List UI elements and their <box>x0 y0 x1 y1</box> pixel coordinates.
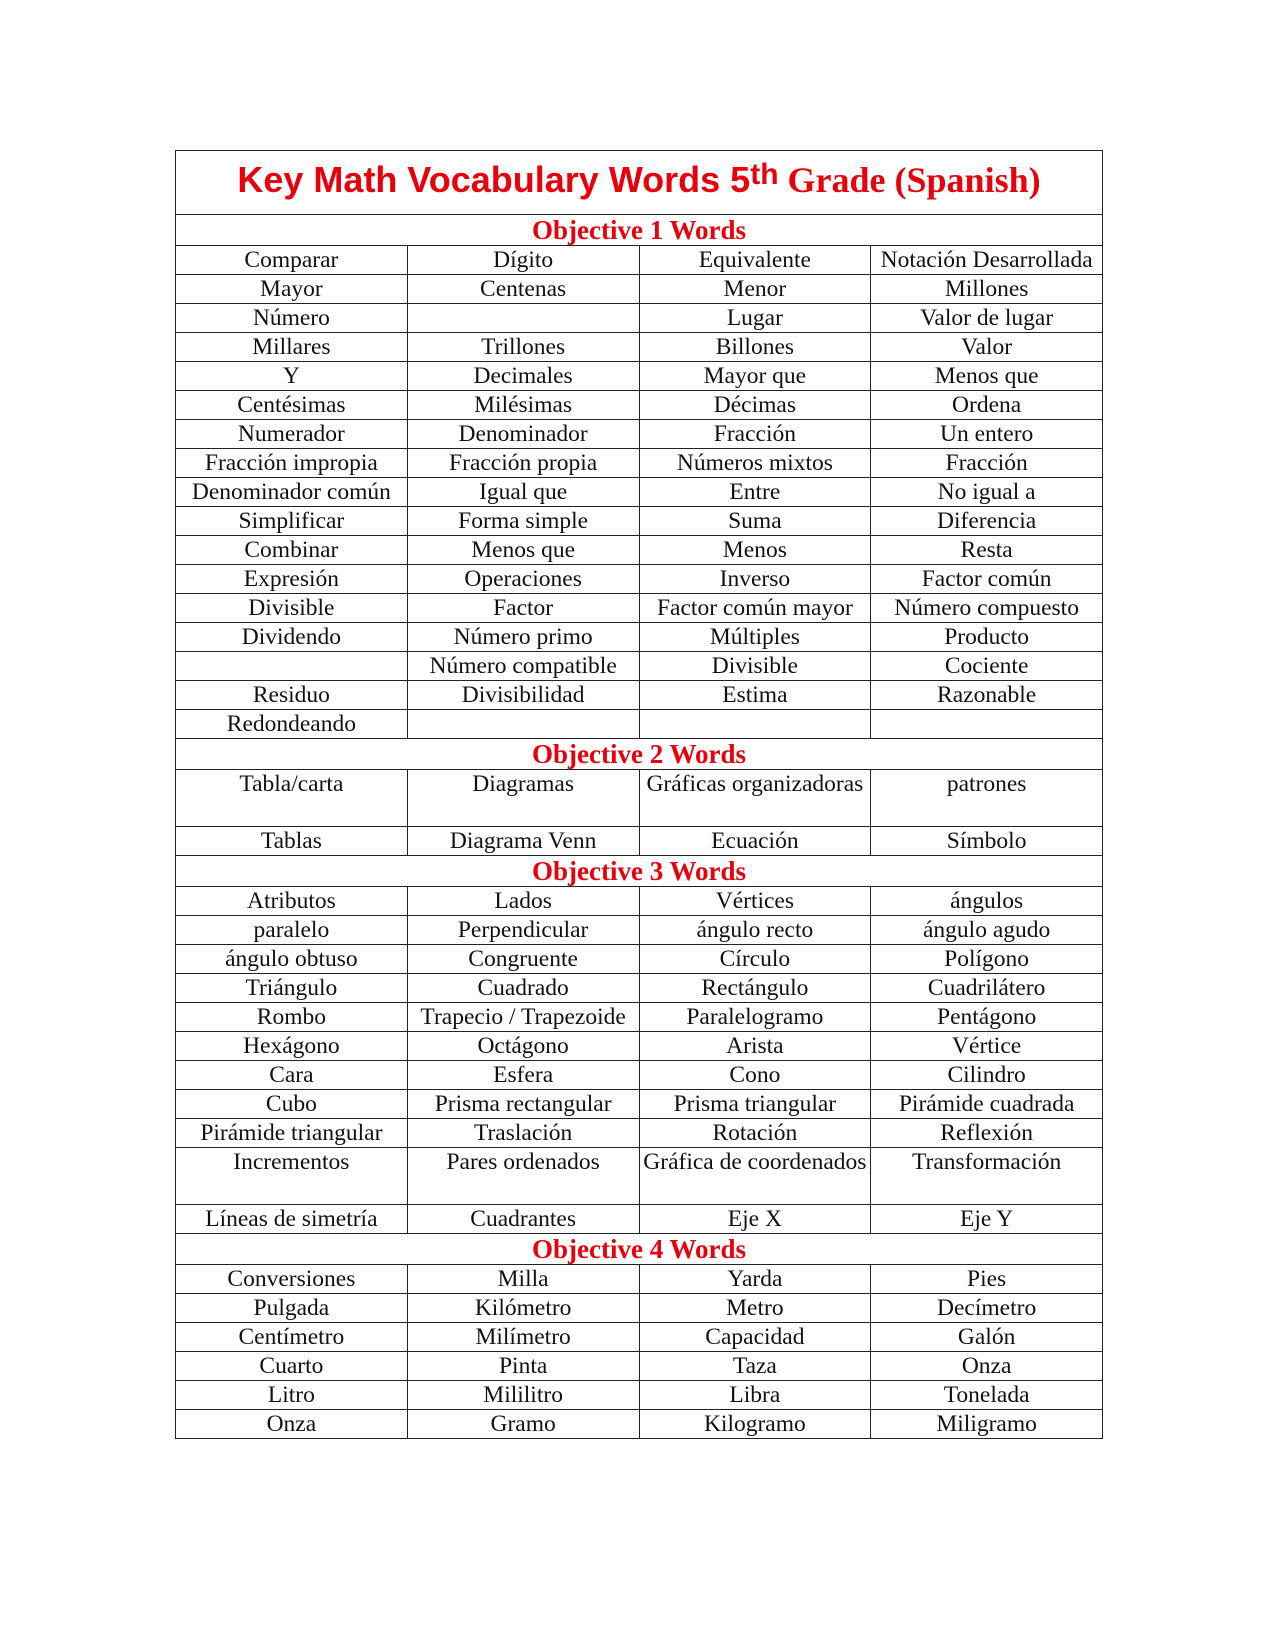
table-row <box>176 1061 1103 1090</box>
table-row <box>176 449 1103 478</box>
vocab-cell <box>176 652 408 681</box>
vocab-cell: Tablas <box>176 827 408 856</box>
vocab-cell: Simplificar <box>176 507 408 536</box>
table-row <box>176 1265 1103 1294</box>
vocab-cell: Onza <box>176 1410 408 1439</box>
vocab-cell: Igual que <box>407 478 639 507</box>
table-row <box>176 1003 1103 1032</box>
vocab-cell: Tonelada <box>871 1381 1103 1410</box>
vocab-cell: Redondeando <box>176 710 408 739</box>
vocab-cell: Menor <box>639 275 871 304</box>
vocab-cell: Trillones <box>407 333 639 362</box>
vocab-cell: Diagrama Venn <box>407 827 639 856</box>
vocab-cell: Centésimas <box>176 391 408 420</box>
vocab-cell: Vértice <box>871 1032 1103 1061</box>
vocab-cell: Traslación <box>407 1119 639 1148</box>
vocab-cell: Valor <box>871 333 1103 362</box>
table-row <box>176 710 1103 739</box>
vocab-cell: Número primo <box>407 623 639 652</box>
title-row <box>176 151 1103 215</box>
vocab-cell: Expresión <box>176 565 408 594</box>
table-row <box>176 362 1103 391</box>
vocab-cell: Eje Y <box>871 1205 1103 1234</box>
vocab-cell: Divisible <box>639 652 871 681</box>
vocab-cell: Número <box>176 304 408 333</box>
vocab-cell: Milímetro <box>407 1323 639 1352</box>
table-row <box>176 945 1103 974</box>
vocab-cell: Millares <box>176 333 408 362</box>
vocab-cell: Tabla/carta <box>176 770 408 827</box>
vocab-cell: Cuarto <box>176 1352 408 1381</box>
vocab-cell: Dígito <box>407 246 639 275</box>
table-row <box>176 1148 1103 1205</box>
vocab-cell: Fracción impropia <box>176 449 408 478</box>
table-row <box>176 333 1103 362</box>
table-row <box>176 1205 1103 1234</box>
vocab-cell: Onza <box>871 1352 1103 1381</box>
vocab-cell: Gráfica de coordenados <box>639 1148 871 1205</box>
vocab-cell: Esfera <box>407 1061 639 1090</box>
vocab-cell: Pentágono <box>871 1003 1103 1032</box>
vocab-cell: Producto <box>871 623 1103 652</box>
vocab-cell: Capacidad <box>639 1323 871 1352</box>
vocab-cell: Resta <box>871 536 1103 565</box>
vocab-cell: Yarda <box>639 1265 871 1294</box>
vocab-cell: Factor <box>407 594 639 623</box>
vocab-cell: Litro <box>176 1381 408 1410</box>
vocab-cell: Perpendicular <box>407 916 639 945</box>
vocab-cell: Rectángulo <box>639 974 871 1003</box>
table-row <box>176 681 1103 710</box>
title-tail: Grade (Spanish) <box>778 160 1041 200</box>
table-row <box>176 565 1103 594</box>
vocab-cell: Denominador <box>407 420 639 449</box>
table-row <box>176 507 1103 536</box>
vocab-cell <box>407 710 639 739</box>
vocab-cell: Estima <box>639 681 871 710</box>
vocab-cell: Fracción propia <box>407 449 639 478</box>
table-row <box>176 974 1103 1003</box>
table-row <box>176 1352 1103 1381</box>
table-row <box>176 916 1103 945</box>
vocab-cell: Billones <box>639 333 871 362</box>
vocabulary-table <box>175 150 1103 1439</box>
vocab-cell: Suma <box>639 507 871 536</box>
vocab-cell: Un entero <box>871 420 1103 449</box>
vocab-cell: Combinar <box>176 536 408 565</box>
vocab-cell: Taza <box>639 1352 871 1381</box>
vocab-cell: Mililitro <box>407 1381 639 1410</box>
vocab-cell: Conversiones <box>176 1265 408 1294</box>
vocab-cell: Forma simple <box>407 507 639 536</box>
vocab-cell: Prisma rectangular <box>407 1090 639 1119</box>
vocab-cell: Numerador <box>176 420 408 449</box>
vocab-cell: Décimas <box>639 391 871 420</box>
vocab-cell: Eje X <box>639 1205 871 1234</box>
section-heading-row <box>176 1234 1103 1265</box>
vocab-cell: Divisibilidad <box>407 681 639 710</box>
vocab-cell: Cuadrantes <box>407 1205 639 1234</box>
table-row <box>176 1381 1103 1410</box>
vocab-cell: Hexágono <box>176 1032 408 1061</box>
vocab-cell: Metro <box>639 1294 871 1323</box>
vocab-cell: Pinta <box>407 1352 639 1381</box>
vocab-cell: Número compatible <box>407 652 639 681</box>
vocab-cell: ángulo recto <box>639 916 871 945</box>
vocab-cell: Galón <box>871 1323 1103 1352</box>
vocab-cell: Transformación <box>871 1148 1103 1205</box>
vocab-cell: Congruente <box>407 945 639 974</box>
vocab-cell: Divisible <box>176 594 408 623</box>
vocab-cell: Milla <box>407 1265 639 1294</box>
vocab-cell: Factor común mayor <box>639 594 871 623</box>
table-row <box>176 391 1103 420</box>
vocab-cell: Menos que <box>407 536 639 565</box>
vocab-cell: Centímetro <box>176 1323 408 1352</box>
vocab-cell: Razonable <box>871 681 1103 710</box>
vocab-cell: Libra <box>639 1381 871 1410</box>
vocab-cell: Lados <box>407 887 639 916</box>
table-row <box>176 478 1103 507</box>
vocab-cell: Cuadrilátero <box>871 974 1103 1003</box>
vocab-cell: Pies <box>871 1265 1103 1294</box>
table-row <box>176 827 1103 856</box>
vocab-cell: Pirámide triangular <box>176 1119 408 1148</box>
vocab-cell: Arista <box>639 1032 871 1061</box>
vocab-cell: ángulo obtuso <box>176 945 408 974</box>
vocab-cell: Pirámide cuadrada <box>871 1090 1103 1119</box>
vocab-cell: Vértices <box>639 887 871 916</box>
section-heading: Objective 3 Words <box>176 856 1103 887</box>
vocab-cell: Gramo <box>407 1410 639 1439</box>
vocab-cell <box>639 710 871 739</box>
table-row <box>176 594 1103 623</box>
vocab-cell: No igual a <box>871 478 1103 507</box>
vocab-cell: ángulo agudo <box>871 916 1103 945</box>
vocab-cell: Valor de lugar <box>871 304 1103 333</box>
vocab-cell: Entre <box>639 478 871 507</box>
vocab-cell: Decimales <box>407 362 639 391</box>
vocab-cell: Cilindro <box>871 1061 1103 1090</box>
table-row <box>176 887 1103 916</box>
vocab-cell: Cara <box>176 1061 408 1090</box>
vocab-cell: Número compuesto <box>871 594 1103 623</box>
vocab-cell: Ordena <box>871 391 1103 420</box>
table-row <box>176 623 1103 652</box>
vocab-cell: Milésimas <box>407 391 639 420</box>
vocab-cell: Mayor que <box>639 362 871 391</box>
vocab-cell: paralelo <box>176 916 408 945</box>
section-heading: Objective 2 Words <box>176 739 1103 770</box>
vocab-cell: Kilogramo <box>639 1410 871 1439</box>
vocab-cell: Líneas de simetría <box>176 1205 408 1234</box>
vocab-cell: Triángulo <box>176 974 408 1003</box>
vocab-cell: Cono <box>639 1061 871 1090</box>
vocab-cell: Octágono <box>407 1032 639 1061</box>
table-row <box>176 1032 1103 1061</box>
vocab-cell: Fracción <box>871 449 1103 478</box>
vocab-cell: Prisma triangular <box>639 1090 871 1119</box>
table-row <box>176 1090 1103 1119</box>
vocab-cell: Polígono <box>871 945 1103 974</box>
table-row <box>176 1323 1103 1352</box>
vocab-cell: Decímetro <box>871 1294 1103 1323</box>
vocab-cell: Fracción <box>639 420 871 449</box>
vocab-cell: Kilómetro <box>407 1294 639 1323</box>
table-row <box>176 770 1103 827</box>
vocab-cell: Comparar <box>176 246 408 275</box>
vocab-cell: Diferencia <box>871 507 1103 536</box>
vocab-cell: Paralelogramo <box>639 1003 871 1032</box>
section-heading-row <box>176 856 1103 887</box>
vocab-cell: Cociente <box>871 652 1103 681</box>
section-heading-row <box>176 215 1103 246</box>
table-row <box>176 420 1103 449</box>
table-row <box>176 652 1103 681</box>
table-row <box>176 275 1103 304</box>
vocab-cell: Trapecio / Trapezoide <box>407 1003 639 1032</box>
vocab-cell: Lugar <box>639 304 871 333</box>
vocab-cell: Números mixtos <box>639 449 871 478</box>
vocab-cell: Diagramas <box>407 770 639 827</box>
title-main: Key Math Vocabulary Words 5 <box>237 159 751 200</box>
vocab-cell: Menos que <box>871 362 1103 391</box>
vocab-cell: Rombo <box>176 1003 408 1032</box>
table-row <box>176 1410 1103 1439</box>
vocab-cell: Y <box>176 362 408 391</box>
vocab-cell: Centenas <box>407 275 639 304</box>
table-row <box>176 246 1103 275</box>
vocab-cell: Cuadrado <box>407 974 639 1003</box>
title-superscript: th <box>750 158 779 191</box>
table-row <box>176 536 1103 565</box>
table-row <box>176 304 1103 333</box>
vocab-cell: Equivalente <box>639 246 871 275</box>
vocab-cell: Símbolo <box>871 827 1103 856</box>
table-row <box>176 1119 1103 1148</box>
vocab-cell: Inverso <box>639 565 871 594</box>
vocab-cell: Miligramo <box>871 1410 1103 1439</box>
table-row <box>176 1294 1103 1323</box>
section-heading: Objective 1 Words <box>176 215 1103 246</box>
vocab-cell: Menos <box>639 536 871 565</box>
vocab-cell: Mayor <box>176 275 408 304</box>
vocab-cell: Múltiples <box>639 623 871 652</box>
vocab-cell: Factor común <box>871 565 1103 594</box>
vocab-cell: Reflexión <box>871 1119 1103 1148</box>
section-heading: Objective 4 Words <box>176 1234 1103 1265</box>
section-heading-row <box>176 739 1103 770</box>
vocab-cell <box>871 710 1103 739</box>
vocab-cell: Ecuación <box>639 827 871 856</box>
vocab-cell: Gráficas organizadoras <box>639 770 871 827</box>
vocab-cell: ángulos <box>871 887 1103 916</box>
vocab-cell: Dividendo <box>176 623 408 652</box>
page-title <box>176 151 1103 215</box>
vocab-cell: Incrementos <box>176 1148 408 1205</box>
vocab-cell: Millones <box>871 275 1103 304</box>
vocab-cell: Notación Desarrollada <box>871 246 1103 275</box>
vocab-cell: Atributos <box>176 887 408 916</box>
vocab-cell <box>407 304 639 333</box>
vocab-cell: Denominador común <box>176 478 408 507</box>
vocab-cell: Operaciones <box>407 565 639 594</box>
vocab-cell: Rotación <box>639 1119 871 1148</box>
vocab-cell: Cubo <box>176 1090 408 1119</box>
vocab-cell: patrones <box>871 770 1103 827</box>
vocab-cell: Pulgada <box>176 1294 408 1323</box>
vocab-cell: Círculo <box>639 945 871 974</box>
vocab-cell: Residuo <box>176 681 408 710</box>
vocab-cell: Pares ordenados <box>407 1148 639 1205</box>
